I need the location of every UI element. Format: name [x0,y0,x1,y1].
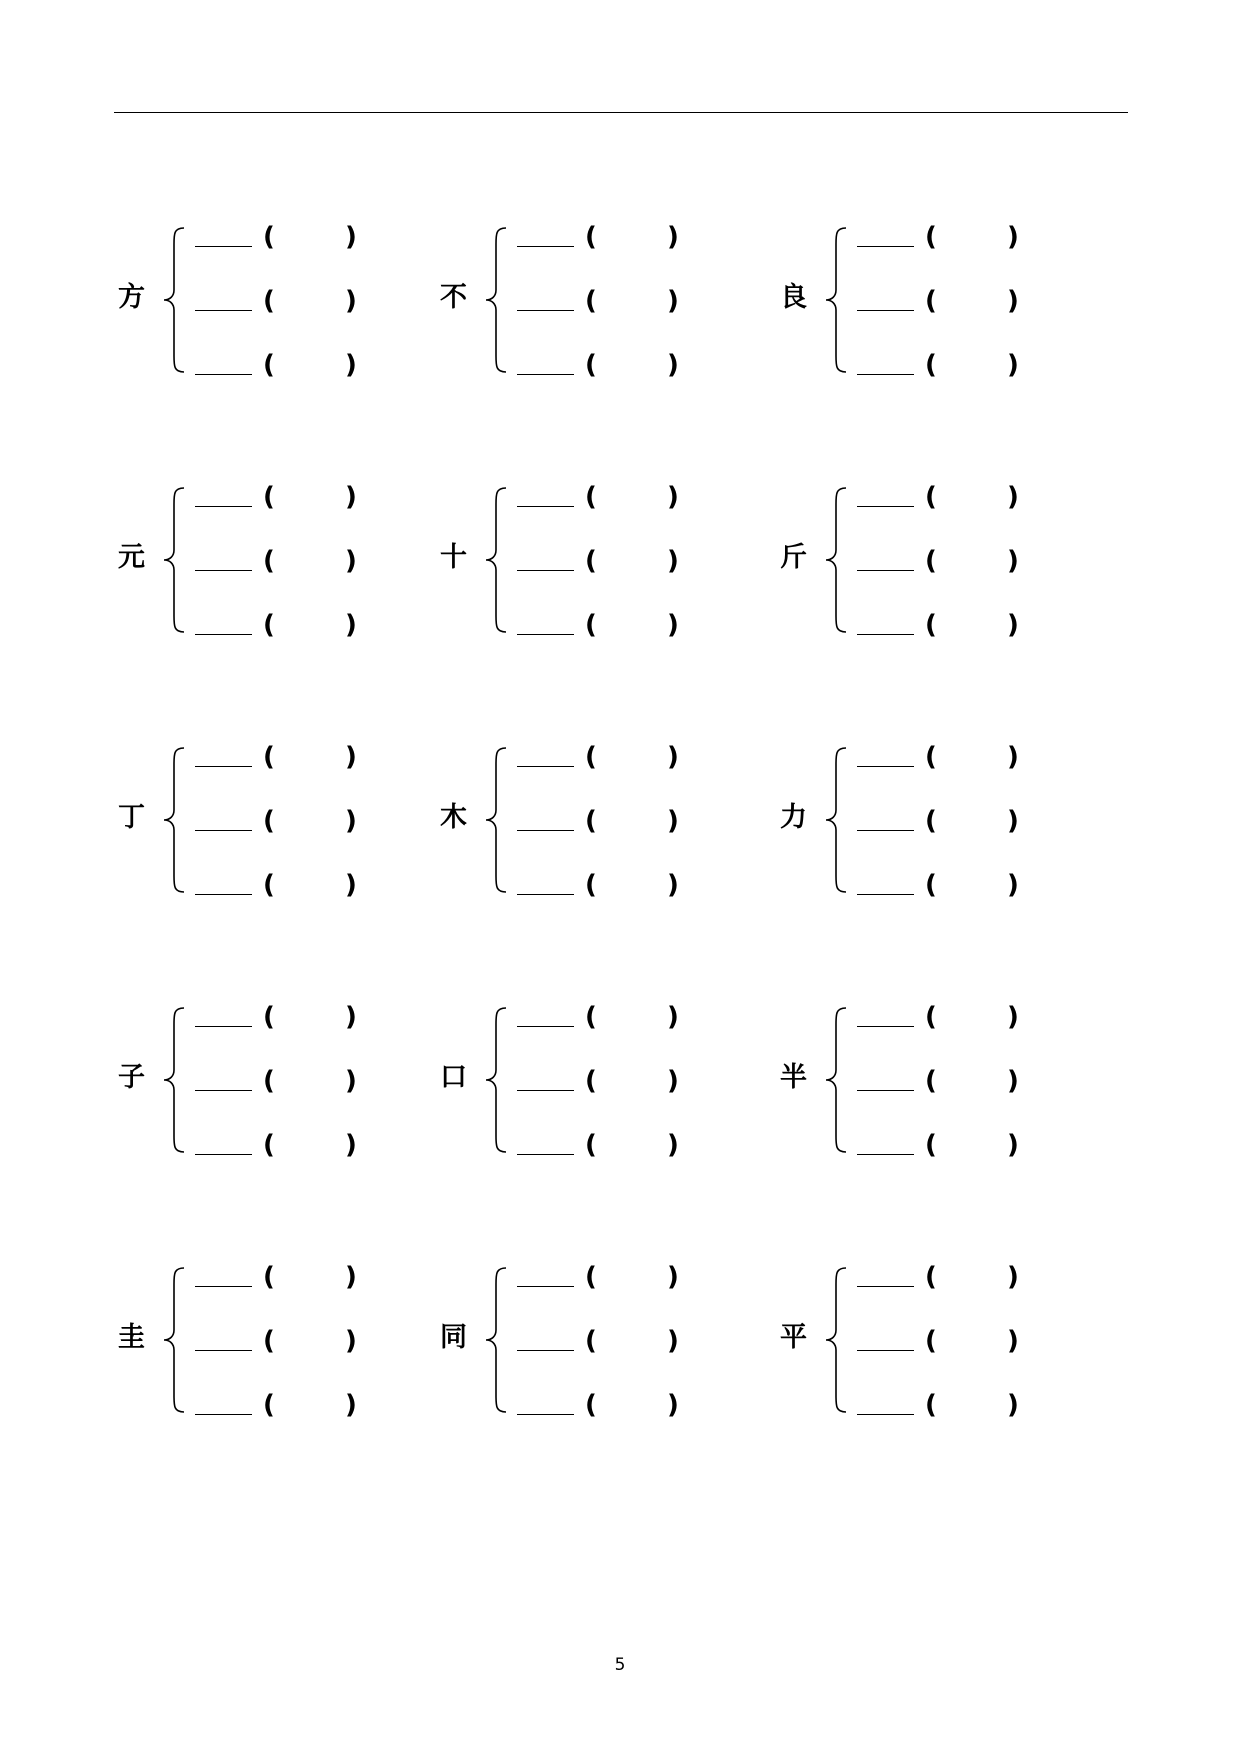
right-parenthesis: ) [345,742,357,772]
fill-blank[interactable] [517,246,574,247]
curly-brace-icon [162,1266,192,1414]
exercise-character: 平 [780,1322,807,1353]
answer-line [857,1388,1057,1428]
answer-line [195,740,395,780]
exercise-item [118,1260,398,1420]
fill-blank[interactable] [195,246,252,247]
left-parenthesis: ( [263,1002,275,1032]
answer-line [857,804,1057,844]
fill-blank[interactable] [517,310,574,311]
fill-blank[interactable] [517,1090,574,1091]
right-parenthesis: ) [1007,286,1019,316]
curly-brace-icon [484,1006,514,1154]
curly-brace-icon [484,486,514,634]
left-parenthesis: ( [263,1066,275,1096]
right-parenthesis: ) [1007,1002,1019,1032]
right-parenthesis: ) [1007,1066,1019,1096]
left-parenthesis: ( [585,222,597,252]
left-parenthesis: ( [263,350,275,380]
exercise-character: 同 [440,1322,467,1353]
left-parenthesis: ( [585,742,597,772]
right-parenthesis: ) [1007,1390,1019,1420]
answer-line [195,608,395,648]
left-parenthesis: ( [925,482,937,512]
exercise-character: 子 [118,1062,145,1093]
fill-blank[interactable] [517,570,574,571]
right-parenthesis: ) [667,1326,679,1356]
page-number: 5 [614,1655,626,1675]
fill-blank[interactable] [857,1414,914,1415]
right-parenthesis: ) [345,350,357,380]
left-parenthesis: ( [263,610,275,640]
right-parenthesis: ) [345,546,357,576]
left-parenthesis: ( [925,350,937,380]
answer-line [517,740,717,780]
right-parenthesis: ) [345,1002,357,1032]
fill-blank[interactable] [857,310,914,311]
fill-blank[interactable] [857,1154,914,1155]
exercise-character: 半 [780,1062,807,1093]
fill-blank[interactable] [517,766,574,767]
fill-blank[interactable] [195,830,252,831]
fill-blank[interactable] [857,374,914,375]
answer-line [857,220,1057,260]
answer-line [517,1324,717,1364]
answer-line [517,1128,717,1168]
exercise-item [780,740,1060,900]
right-parenthesis: ) [345,482,357,512]
exercise-character: 口 [440,1062,467,1093]
exercise-item [118,480,398,640]
fill-blank[interactable] [195,506,252,507]
answer-line [517,804,717,844]
answer-line [857,608,1057,648]
right-parenthesis: ) [345,806,357,836]
fill-blank[interactable] [195,1414,252,1415]
right-parenthesis: ) [1007,1130,1019,1160]
answer-line [195,480,395,520]
right-parenthesis: ) [667,286,679,316]
right-parenthesis: ) [345,610,357,640]
answer-line [195,348,395,388]
answer-line [195,804,395,844]
left-parenthesis: ( [925,610,937,640]
answer-line [857,1324,1057,1364]
fill-blank[interactable] [195,310,252,311]
exercise-character: 十 [440,542,467,573]
answer-line [857,1000,1057,1040]
curly-brace-icon [162,1006,192,1154]
left-parenthesis: ( [263,1262,275,1292]
answer-line [195,1324,395,1364]
right-parenthesis: ) [1007,870,1019,900]
curly-brace-icon [484,226,514,374]
answer-line [517,1260,717,1300]
exercise-character: 元 [118,542,145,573]
right-parenthesis: ) [1007,742,1019,772]
answer-line [517,480,717,520]
fill-blank[interactable] [857,1026,914,1027]
curly-brace-icon [162,226,192,374]
right-parenthesis: ) [667,1130,679,1160]
right-parenthesis: ) [345,1326,357,1356]
curly-brace-icon [162,486,192,634]
answer-line [195,1260,395,1300]
left-parenthesis: ( [925,806,937,836]
answer-line [857,284,1057,324]
fill-blank[interactable] [857,830,914,831]
right-parenthesis: ) [667,610,679,640]
left-parenthesis: ( [585,482,597,512]
exercise-character: 木 [440,802,467,833]
right-parenthesis: ) [345,1130,357,1160]
answer-line [517,1064,717,1104]
left-parenthesis: ( [585,1262,597,1292]
answer-line [857,1260,1057,1300]
left-parenthesis: ( [585,1130,597,1160]
answer-line [517,544,717,584]
exercise-item [440,740,720,900]
right-parenthesis: ) [667,482,679,512]
curly-brace-icon [484,746,514,894]
exercise-item [440,480,720,640]
answer-line [195,868,395,908]
exercise-item [780,480,1060,640]
answer-line [517,868,717,908]
fill-blank[interactable] [517,894,574,895]
curly-brace-icon [824,746,854,894]
answer-line [517,348,717,388]
exercise-item [440,1000,720,1160]
fill-blank[interactable] [195,766,252,767]
fill-blank[interactable] [517,1286,574,1287]
left-parenthesis: ( [263,870,275,900]
exercise-character: 方 [118,282,145,313]
left-parenthesis: ( [925,742,937,772]
exercise-item [780,220,1060,380]
right-parenthesis: ) [667,742,679,772]
fill-blank[interactable] [195,570,252,571]
left-parenthesis: ( [925,1390,937,1420]
fill-blank[interactable] [195,1286,252,1287]
answer-line [195,1064,395,1104]
right-parenthesis: ) [667,870,679,900]
answer-line [195,220,395,260]
left-parenthesis: ( [263,1326,275,1356]
fill-blank[interactable] [195,374,252,375]
right-parenthesis: ) [345,1066,357,1096]
exercise-item [440,220,720,380]
fill-blank[interactable] [195,894,252,895]
answer-line [517,284,717,324]
left-parenthesis: ( [925,1130,937,1160]
curly-brace-icon [484,1266,514,1414]
answer-line [857,348,1057,388]
fill-blank[interactable] [517,374,574,375]
right-parenthesis: ) [1007,546,1019,576]
fill-blank[interactable] [195,1026,252,1027]
answer-line [517,1388,717,1428]
fill-blank[interactable] [857,506,914,507]
exercise-item [118,1000,398,1160]
exercise-character: 丁 [118,802,145,833]
fill-blank[interactable] [517,634,574,635]
left-parenthesis: ( [585,1326,597,1356]
left-parenthesis: ( [263,546,275,576]
right-parenthesis: ) [667,1066,679,1096]
right-parenthesis: ) [345,222,357,252]
header-rule [114,112,1128,113]
left-parenthesis: ( [263,1130,275,1160]
left-parenthesis: ( [263,286,275,316]
right-parenthesis: ) [345,870,357,900]
right-parenthesis: ) [1007,482,1019,512]
answer-line [857,480,1057,520]
left-parenthesis: ( [585,1390,597,1420]
left-parenthesis: ( [585,350,597,380]
answer-line [857,1064,1057,1104]
left-parenthesis: ( [263,742,275,772]
answer-line [195,544,395,584]
left-parenthesis: ( [925,1262,937,1292]
left-parenthesis: ( [925,1002,937,1032]
fill-blank[interactable] [517,830,574,831]
left-parenthesis: ( [925,1066,937,1096]
answer-line [195,284,395,324]
right-parenthesis: ) [345,1262,357,1292]
fill-blank[interactable] [857,570,914,571]
left-parenthesis: ( [925,546,937,576]
answer-line [517,220,717,260]
right-parenthesis: ) [667,1002,679,1032]
exercise-item [780,1260,1060,1420]
right-parenthesis: ) [667,350,679,380]
exercise-character: 力 [780,802,807,833]
exercise-item [118,220,398,380]
curly-brace-icon [824,226,854,374]
fill-blank[interactable] [195,634,252,635]
left-parenthesis: ( [925,286,937,316]
exercise-item [118,740,398,900]
exercise-character: 圭 [118,1322,145,1353]
left-parenthesis: ( [585,806,597,836]
exercise-item [440,1260,720,1420]
answer-line [857,868,1057,908]
answer-line [857,1128,1057,1168]
answer-line [195,1128,395,1168]
fill-blank[interactable] [857,1090,914,1091]
left-parenthesis: ( [263,1390,275,1420]
right-parenthesis: ) [345,286,357,316]
right-parenthesis: ) [667,546,679,576]
answer-line [857,544,1057,584]
fill-blank[interactable] [195,1350,252,1351]
fill-blank[interactable] [857,1350,914,1351]
answer-line [517,1000,717,1040]
fill-blank[interactable] [517,1154,574,1155]
right-parenthesis: ) [1007,806,1019,836]
left-parenthesis: ( [585,286,597,316]
left-parenthesis: ( [263,482,275,512]
right-parenthesis: ) [667,222,679,252]
fill-blank[interactable] [517,1026,574,1027]
fill-blank[interactable] [517,1350,574,1351]
fill-blank[interactable] [857,634,914,635]
answer-line [195,1388,395,1428]
curly-brace-icon [162,746,192,894]
fill-blank[interactable] [857,1286,914,1287]
left-parenthesis: ( [585,1066,597,1096]
fill-blank[interactable] [857,894,914,895]
left-parenthesis: ( [585,610,597,640]
left-parenthesis: ( [585,1002,597,1032]
right-parenthesis: ) [667,806,679,836]
curly-brace-icon [824,1006,854,1154]
answer-line [195,1000,395,1040]
exercise-character: 良 [780,282,807,313]
right-parenthesis: ) [1007,350,1019,380]
answer-line [857,740,1057,780]
right-parenthesis: ) [667,1262,679,1292]
fill-blank[interactable] [195,1154,252,1155]
left-parenthesis: ( [925,222,937,252]
left-parenthesis: ( [585,546,597,576]
exercise-character: 不 [440,282,467,313]
curly-brace-icon [824,486,854,634]
exercise-item [780,1000,1060,1160]
right-parenthesis: ) [1007,1326,1019,1356]
left-parenthesis: ( [585,870,597,900]
left-parenthesis: ( [263,806,275,836]
curly-brace-icon [824,1266,854,1414]
fill-blank[interactable] [857,246,914,247]
fill-blank[interactable] [857,766,914,767]
right-parenthesis: ) [345,1390,357,1420]
right-parenthesis: ) [1007,222,1019,252]
exercise-character: 斤 [780,542,807,573]
fill-blank[interactable] [517,1414,574,1415]
fill-blank[interactable] [517,506,574,507]
left-parenthesis: ( [263,222,275,252]
left-parenthesis: ( [925,1326,937,1356]
right-parenthesis: ) [667,1390,679,1420]
answer-line [517,608,717,648]
left-parenthesis: ( [925,870,937,900]
right-parenthesis: ) [1007,1262,1019,1292]
right-parenthesis: ) [1007,610,1019,640]
fill-blank[interactable] [195,1090,252,1091]
